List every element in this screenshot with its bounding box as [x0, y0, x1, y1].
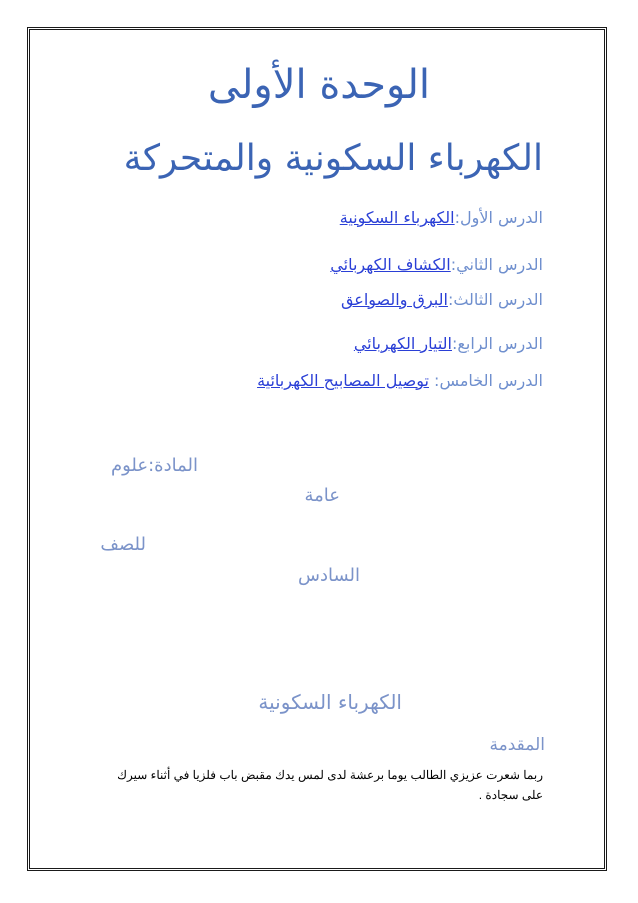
lesson-item [330, 255, 543, 274]
lesson-label: الدرس الخامس: [428, 371, 543, 390]
lesson-item [341, 290, 543, 309]
grade-label: للصف [100, 534, 146, 555]
intro-heading: المقدمة [489, 735, 545, 755]
subject-label: المادة:علوم [110, 455, 198, 476]
lesson-item [257, 371, 543, 390]
lesson-label: الدرس الثاني: [450, 255, 543, 274]
lesson-item [354, 334, 543, 353]
lesson-link[interactable]: توصيل المصابيح الكهربائية [257, 371, 429, 390]
lesson-label: الدرس الأول: [454, 208, 543, 227]
chapter-title: الكهرباء السكونية والمتحركة [123, 138, 543, 179]
grade-value: السادس [297, 565, 360, 586]
intro-paragraph: ربما شعرت عزيزي الطالب يوما برعشة لدى لمس يدك مقبض باب فلزيا في أثناء سيرك على سجادة . [117, 768, 543, 802]
section-heading: الكهرباء السكونية [258, 690, 402, 714]
lesson-label: الدرس الثالث: [447, 290, 543, 309]
lesson-item [340, 208, 543, 227]
lesson-link[interactable]: التيار الكهربائي [353, 334, 452, 353]
lesson-link[interactable]: الكهرباء السكونية [339, 208, 455, 227]
subject-value: عامة [304, 485, 340, 506]
lesson-label: الدرس الرابع: [451, 334, 543, 353]
lesson-link[interactable]: البرق والصواعق [340, 290, 448, 309]
lesson-link[interactable]: الكشاف الكهربائي [330, 255, 451, 274]
unit-title: الوحدة الأولى [207, 62, 430, 108]
